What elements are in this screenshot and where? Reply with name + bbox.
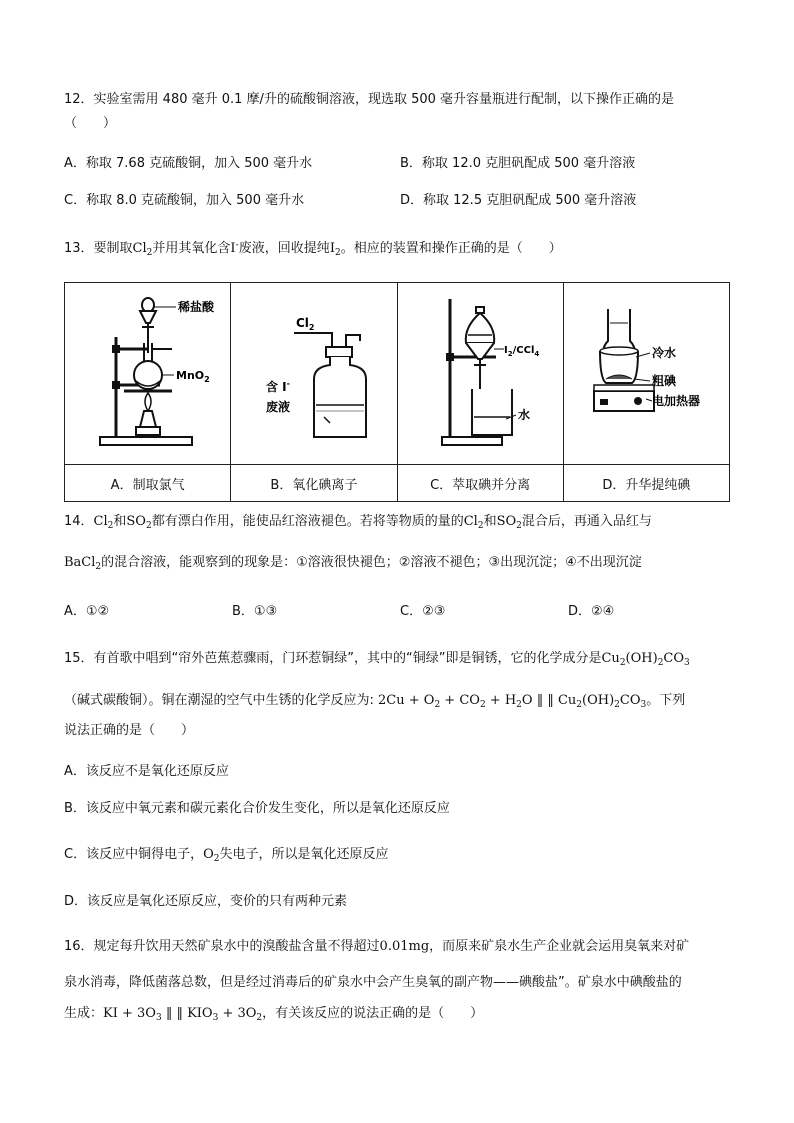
gas-washing-bottle-figure [234, 287, 394, 457]
label-crude-iodine: 粗碘 [652, 373, 677, 388]
q16-equation: KI + $3O_3$ ‖ ‖ $KIO_3 + 3O_2$ [103, 1006, 263, 1023]
q14-option-c[interactable]: C．②③ [400, 604, 446, 619]
separatory-funnel-figure [400, 287, 560, 457]
q14-option-a[interactable]: A．①② [64, 604, 110, 619]
label-iodide-waste-2: 废液 [265, 399, 290, 414]
apparatus-a-cell [65, 283, 231, 465]
q15-stem-line3: 说法正确的是（ ） [64, 723, 195, 738]
caption-d[interactable]: D．升华提纯碘 [563, 465, 729, 502]
chlorine-generator-figure [68, 287, 228, 457]
caption-b[interactable]: B．氧化碘离子 [231, 465, 397, 502]
apparatus-table [64, 282, 730, 502]
caption-c[interactable]: C．萃取碘并分离 [397, 465, 563, 502]
caption-a[interactable]: A．制取氯气 [65, 465, 231, 502]
label-iodide-waste-1: 含 I- [265, 378, 290, 394]
q14-option-d[interactable]: D．②④ [568, 604, 615, 619]
q15-option-a[interactable]: A．该反应不是氧化还原反应 [64, 764, 229, 779]
label-dilute-hcl: 稀盐酸 [177, 299, 214, 314]
q15-stem-line2: （碱式碳酸铜）。铜在潮湿的空气中生锈的化学反应为: $2Cu + O_2 + CO_2 + H_2O$ ‖ ‖ $Cu_2(OH)_2CO_3$。下列 [64, 693, 686, 710]
apparatus-b-cell [231, 283, 397, 465]
q14-stem-line1: 14．$Cl_2$和$SO_2$都有漂白作用，能使品红溶液褪色。若将等物质的量的$Cl_2$和$SO_2$混合后，再通入品红与 [64, 514, 652, 531]
q12-stem: 12．实验室需用 480 毫升 0.1 摩/升的硫酸铜溶液，现选取 500 毫升容量瓶进行配制，以下操作正确的是 [64, 92, 675, 107]
label-cold-water: 冷水 [652, 345, 677, 360]
sublimation-figure [566, 287, 726, 457]
label-cl2-inlet: $Cl_2$ [295, 315, 315, 332]
label-water: 水 [518, 407, 531, 422]
q15-option-d[interactable]: D．该反应是氧化还原反应，变价的只有两种元素 [64, 894, 348, 909]
q15-stem-line1: 15．有首歌中唱到“帘外芭蕉惹骤雨，门环惹铜绿”，其中的“铜绿”即是铜锈，它的化学成分是$Cu_2(OH)_2CO_3$ [64, 651, 690, 668]
q13-stem: 13．要制取$Cl_2$并用其氧化含I-废液，回收提纯$I_2$。相应的装置和操作正确的是（ ） [64, 240, 562, 258]
q15-equation: $2Cu + O_2 + CO_2 + H_2O$ ‖ ‖ $Cu_2(OH)_2CO_3$ [378, 693, 647, 710]
q15-option-c[interactable]: C．该反应中铜得电子，$O_2$失电子，所以是氧化还原反应 [64, 847, 389, 864]
q16-stem-line3: 生成：KI + $3O_3$ ‖ ‖ $KIO_3 + 3O_2$，有关该反应的说法正确的是（ ） [64, 1006, 484, 1023]
label-electric-heater: 电加热器 [652, 393, 701, 408]
q15-option-b[interactable]: B．该反应中氧元素和碳元素化合价发生变化，所以是氧化还原反应 [64, 801, 450, 816]
q16-stem-line2: 泉水消毒，降低菌落总数，但是经过消毒后的矿泉水中会产生臭氧的副产物——碘酸盐”。矿泉水中碘酸盐的 [64, 975, 682, 990]
q12-option-d[interactable]: D．称取 12.5 克胆矾配成 500 毫升溶液 [400, 193, 637, 208]
q12-option-a[interactable]: A．称取 7.68 克硫酸铜，加入 500 毫升水 [64, 156, 313, 171]
q16-stem-line1: 16．规定每升饮用天然矿泉水中的溴酸盐含量不得超过0.01mg，而原来矿泉水生产企业就会运用臭氧来对矿 [64, 939, 690, 954]
label-mno2: MnO$_2$ [175, 368, 210, 384]
apparatus-d-cell [563, 283, 729, 465]
q14-stem-line2: BaCl$_2$的混合溶液，能观察到的现象是：①溶液很快褪色；②溶液不褪色；③出现沉淀；④不出现沉淀 [64, 555, 642, 572]
q14-option-b[interactable]: B．①③ [232, 604, 278, 619]
apparatus-c-cell [397, 283, 563, 465]
q12-blank: （ ） [64, 116, 117, 131]
q12-option-c[interactable]: C．称取 8.0 克硫酸铜，加入 500 毫升水 [64, 193, 305, 208]
q12-option-b[interactable]: B．称取 12.0 克胆矾配成 500 毫升溶液 [400, 156, 636, 171]
label-i2-ccl4: $I_2/CCl_4$ [504, 344, 540, 358]
